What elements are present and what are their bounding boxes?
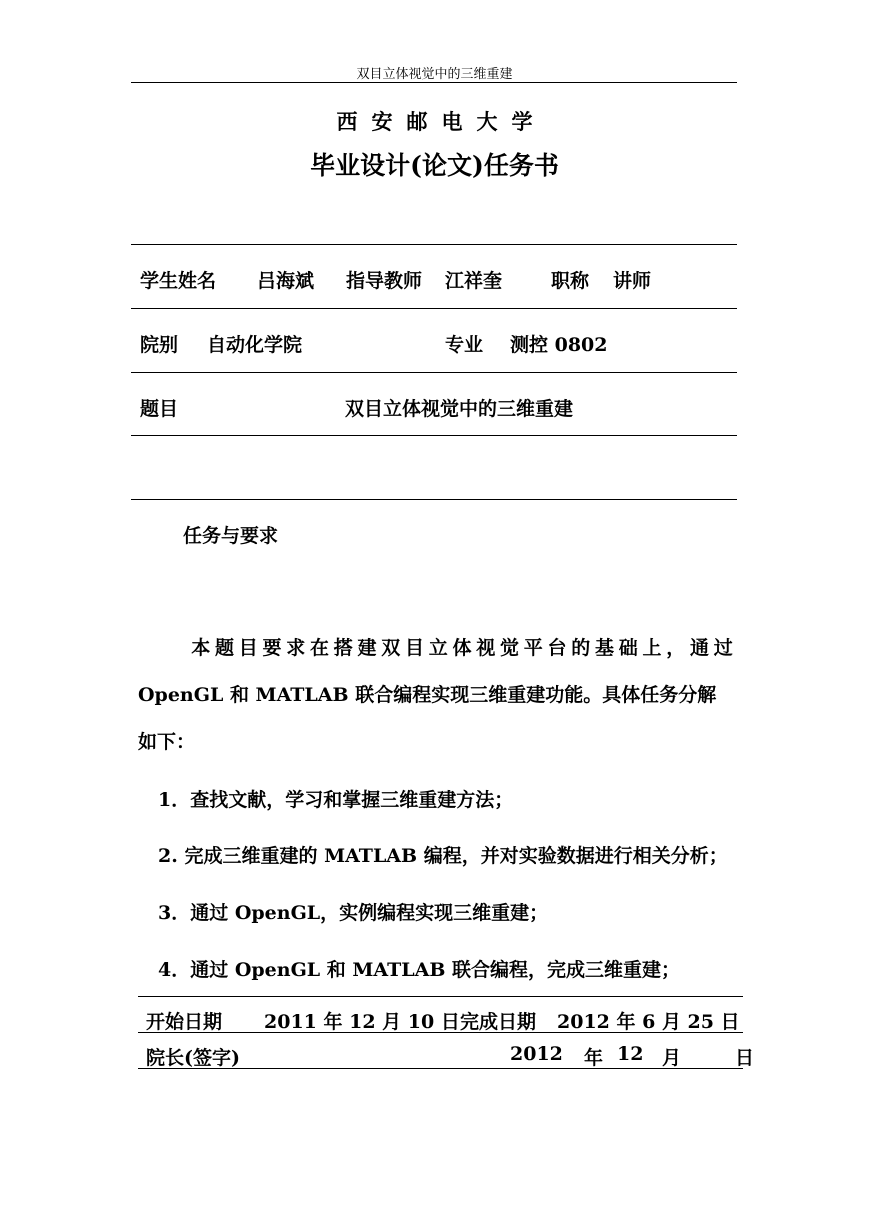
running-header: 双目立体视觉中的三维重建 — [356, 67, 513, 82]
signature-day-clip — [735, 1040, 755, 1069]
job-title-label: 职称 — [551, 270, 590, 292]
table-rule — [131, 308, 737, 309]
signature-month-unit: 月 — [662, 1047, 682, 1069]
job-title-value: 讲师 — [613, 270, 652, 292]
requirements-paragraph — [138, 625, 736, 766]
topic-value: 双目立体视觉中的三维重建 — [345, 398, 574, 420]
signature-day-unit: 日 — [735, 1047, 755, 1069]
end-date-label: 完成日期 — [460, 1011, 537, 1033]
university-name: 西安邮电大学 — [336, 109, 547, 134]
task-item: 1．查找文献，学习和掌握三维重建方法； — [158, 789, 514, 811]
table-rule — [131, 499, 737, 500]
signature-year: 2012 — [510, 1043, 563, 1065]
paragraph-line: 本题目要求在搭建双目立体视觉平台的基础上，通过 — [191, 637, 736, 659]
table-rule — [131, 244, 737, 245]
advisor-label: 指导教师 — [346, 270, 423, 292]
start-date-value: 2011 年 12 月 10 日 — [264, 1011, 460, 1033]
section-heading: 任务与要求 — [183, 525, 279, 547]
header-rule — [131, 82, 737, 83]
table-rule — [131, 435, 737, 436]
document-title: 毕业设计(论文)任务书 — [310, 151, 559, 180]
task-item: 3．通过 OpenGL，实例编程实现三维重建； — [158, 902, 549, 924]
table-rule — [131, 372, 737, 373]
dean-signature-label: 院长(签字) — [146, 1047, 240, 1069]
department-label: 院别 — [140, 334, 179, 356]
advisor-value: 江祥奎 — [445, 270, 503, 292]
student-name-value: 吕海斌 — [257, 270, 315, 292]
major-value: 测控 0802 — [510, 334, 608, 356]
task-item: 2. 完成三维重建的 MATLAB 编程，并对实验数据进行相关分析； — [158, 845, 728, 867]
topic-label: 题目 — [140, 398, 179, 420]
paragraph-line: OpenGL 和 MATLAB 联合编程实现三维重建功能。具体任务分解 — [138, 684, 717, 706]
student-name-label: 学生姓名 — [140, 270, 217, 292]
end-date-value: 2012 年 6 月 25 日 — [557, 1011, 740, 1033]
major-label: 专业 — [445, 334, 484, 356]
paragraph-line: 如下： — [138, 731, 196, 753]
start-date-label: 开始日期 — [146, 1011, 223, 1033]
department-value: 自动化学院 — [207, 334, 303, 356]
task-item: 4．通过 OpenGL 和 MATLAB 联合编程，完成三维重建； — [158, 959, 681, 981]
signature-year-unit: 年 — [584, 1047, 604, 1069]
table-rule — [138, 996, 743, 997]
signature-month: 12 — [617, 1043, 644, 1065]
